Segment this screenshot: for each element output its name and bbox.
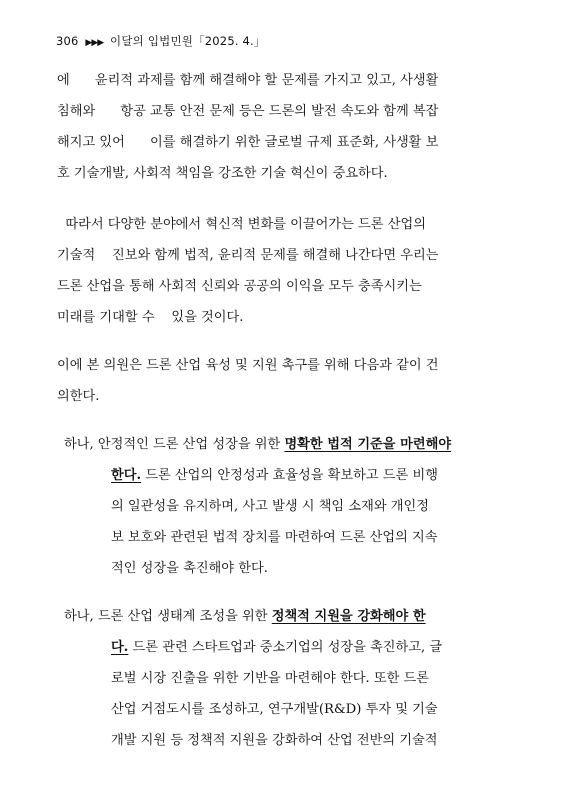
paragraph-line: 에 윤리적 과제를 함께 해결해야 할 문제를 가지고 있고, 사생활 (57, 73, 439, 88)
item-lead: 하나, 드론 산업 생태계 조성을 위한 (64, 609, 272, 624)
paragraph-line: 해지고 있어 이를 해결하기 위한 글로벌 규제 표준화, 사생활 보 (57, 135, 439, 150)
publication-title: 이달의 입법민원「2025. 4.」 (110, 34, 266, 48)
item-emphasis: 명확한 법적 기준을 마련해야 (284, 437, 452, 452)
paragraph-line: 따라서 다양한 분야에서 혁신적 변화를 이끌어가는 드론 산업의 (57, 217, 426, 232)
item-line: 의 일관성을 유지하며, 사고 발생 시 책임 소재와 개인정 (111, 499, 429, 514)
item-lead: 하나, 안정적인 드론 산업 성장을 위한 (64, 437, 285, 452)
item-emphasis: 정책적 지원을 강화해야 한 (271, 609, 426, 624)
paragraph-line: 이에 본 의원은 드론 산업 육성 및 지원 촉구를 위해 다음과 같이 건 (57, 358, 439, 373)
item-line: 보 보호와 관련된 법적 장치를 마련하여 드론 산업의 지속 (111, 530, 438, 545)
paragraph-line: 기술적 진보와 함께 법적, 윤리적 문제를 해결해 나간다면 우리는 (57, 248, 439, 263)
item-emphasis-end: 한다. (111, 468, 142, 483)
item-first-line (64, 605, 426, 624)
item-text: 드론 관련 스타트업과 중소기업의 성장을 촉진하고, 글 (128, 640, 443, 655)
item-line: 적인 성장을 촉진해야 한다. (111, 561, 268, 576)
item-first-line (64, 433, 451, 452)
item-text: 드론 산업의 안정성과 효율성을 확보하고 드론 비행 (141, 468, 438, 483)
paragraph-line: 미래를 기대할 수 있을 것이다. (57, 310, 244, 325)
paragraph-line: 호 기술개발, 사회적 책임을 강조한 기술 혁신이 중요하다. (57, 166, 388, 181)
item-line: 개발 지원 등 정책적 지원을 강화하여 산업 전반의 기술적 (111, 733, 438, 748)
page-header (56, 33, 266, 49)
paragraph-line: 의한다. (57, 389, 100, 404)
item-line: 로벌 시장 진출을 위한 기반을 마련해야 한다. 또한 드론 (111, 671, 429, 686)
item-second-line (111, 636, 442, 655)
item-line: 산업 거점도시를 조성하고, 연구개발(R&D) 투자 및 기술 (111, 702, 438, 717)
page-number: 306 (56, 34, 79, 48)
paragraph-line: 침해와 항공 교통 안전 문제 등은 드론의 발전 속도와 함께 복잡 (57, 104, 439, 119)
arrow-icons: ▶▶▶ (85, 38, 104, 48)
paragraph-line: 드론 산업을 통해 사회적 신뢰와 공공의 이익을 모두 충족시키는 (57, 279, 422, 294)
item-second-line (111, 464, 438, 483)
item-emphasis-end: 다. (111, 640, 129, 655)
